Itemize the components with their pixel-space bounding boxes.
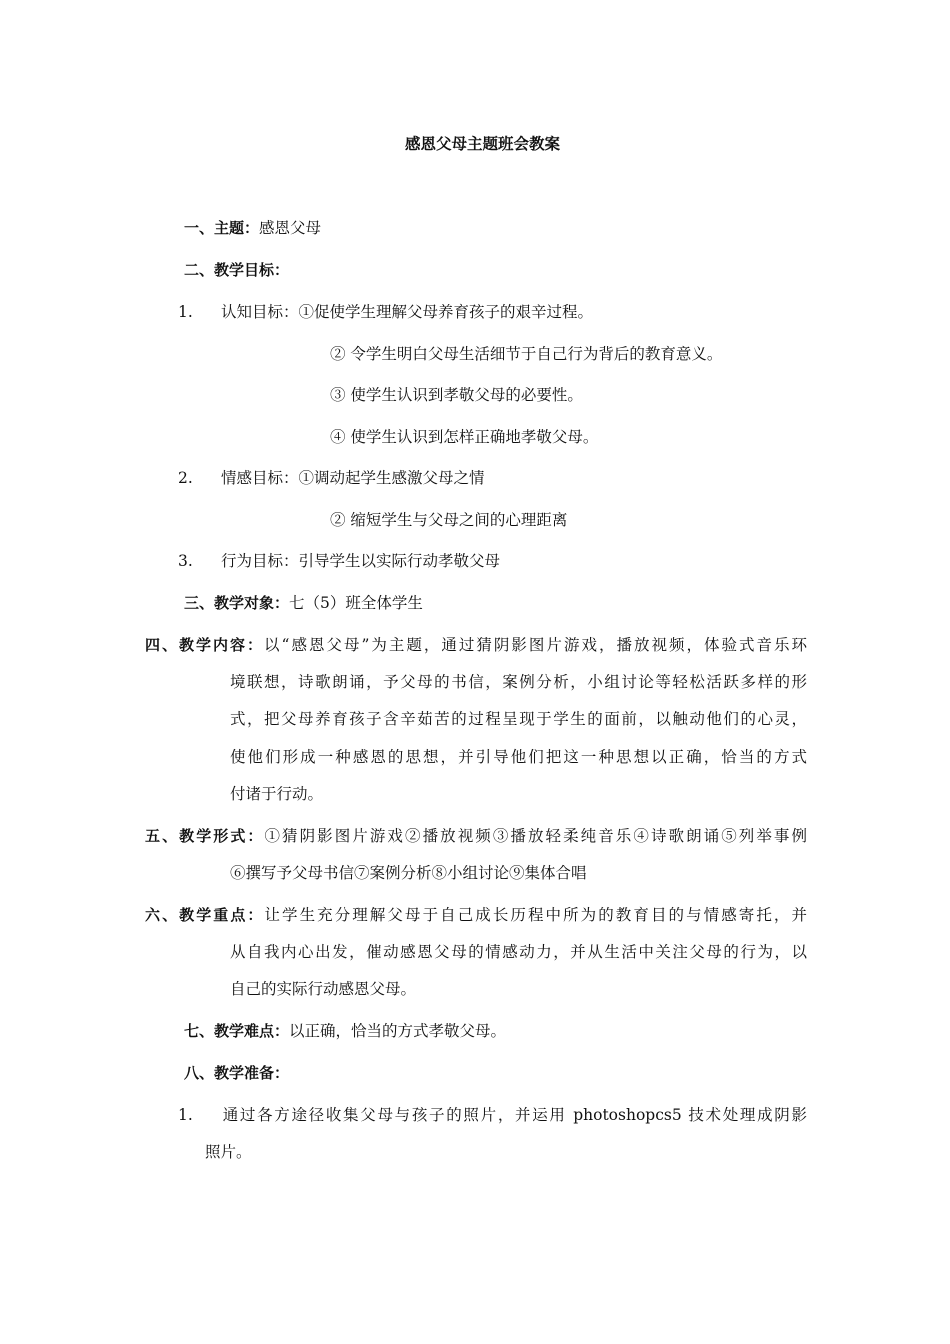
goal-3 — [178, 550, 500, 572]
goal-item: ② 令学生明白父母生活细节于自己行为背后的教育意义。 — [330, 345, 723, 363]
goal-label: 情感目标： — [221, 469, 299, 487]
goal-item: ④ 使学生认识到怎样正确地孝敬父母。 — [330, 428, 599, 446]
goal-1 — [178, 301, 593, 323]
list-number: 3. — [178, 552, 193, 570]
list-number: 1. — [178, 1106, 193, 1124]
prep-item-1 — [178, 1104, 807, 1126]
section-focus-line — [145, 904, 807, 926]
paragraph-line: 境联想，诗歌朗诵，予父母的书信，案例分析，小组讨论等轻松活跃多样的形 — [230, 673, 807, 691]
paragraph-line: 自己的实际行动感恩父母。 — [230, 980, 417, 998]
goal-item: ③ 使学生认识到孝敬父母的必要性。 — [330, 386, 583, 404]
paragraph-line: ①猜阴影图片游戏②播放视频③播放轻柔纯音乐④诗歌朗诵⑤列举事例 — [264, 827, 807, 845]
section-text: 感恩父母 — [259, 219, 322, 237]
section-text: 七（5）班全体学生 — [289, 594, 423, 612]
paragraph-line: 通过各方途径收集父母与孩子的照片，并运用 photoshopcs5 技术处理成阴影 — [221, 1106, 807, 1124]
list-number: 2. — [178, 469, 193, 487]
goal-text: 引导学生以实际行动孝敬父母 — [298, 552, 501, 570]
section-label: 一、主题： — [184, 219, 260, 237]
paragraph-line: 使他们形成一种感恩的思想，并引导他们把这一种思想以正确，恰当的方式 — [230, 748, 807, 766]
section-difficulty — [184, 1020, 506, 1042]
goal-label: 认知目标： — [221, 303, 299, 321]
goal-item: ② 缩短学生与父母之间的心理距离 — [330, 511, 568, 529]
goal-2 — [178, 467, 485, 489]
paragraph-line: 式，把父母养育孩子含辛茹苦的过程呈现于学生的面前，以触动他们的心灵， — [230, 710, 807, 728]
section-goals-heading: 二、教学目标： — [184, 261, 290, 279]
goal-item: ①促使学生理解父母养育孩子的艰辛过程。 — [298, 303, 594, 321]
section-label: 六、教学重点： — [145, 906, 265, 924]
paragraph-line: 从自我内心出发，催动感恩父母的情感动力，并从生活中关注父母的行为，以 — [230, 943, 807, 961]
section-audience — [184, 592, 423, 614]
goal-item: ①调动起学生感激父母之情 — [298, 469, 485, 487]
goal-label: 行为目标： — [221, 552, 299, 570]
section-content-line — [145, 634, 807, 656]
section-label: 四、教学内容： — [145, 636, 265, 654]
list-number: 1. — [178, 303, 193, 321]
section-form-line — [145, 825, 807, 847]
paragraph-line: 付诸于行动。 — [230, 785, 324, 803]
section-text: 以正确，恰当的方式孝敬父母。 — [289, 1022, 507, 1040]
page-title: 感恩父母主题班会教案 — [405, 135, 561, 153]
paragraph-line: 让学生充分理解父母于自己成长历程中所为的教育目的与情感寄托，并 — [264, 906, 807, 924]
section-label: 三、教学对象： — [184, 594, 290, 612]
paragraph-line: ⑥撰写予父母书信⑦案例分析⑧小组讨论⑨集体合唱 — [230, 864, 587, 882]
section-prep-heading: 八、教学准备： — [184, 1064, 290, 1082]
section-label: 五、教学形式： — [145, 827, 265, 845]
section-theme — [184, 217, 321, 239]
section-label: 七、教学难点： — [184, 1022, 290, 1040]
paragraph-line: 照片。 — [205, 1143, 252, 1161]
paragraph-line: 以“感恩父母”为主题，通过猜阴影图片游戏，播放视频，体验式音乐环 — [264, 636, 807, 654]
